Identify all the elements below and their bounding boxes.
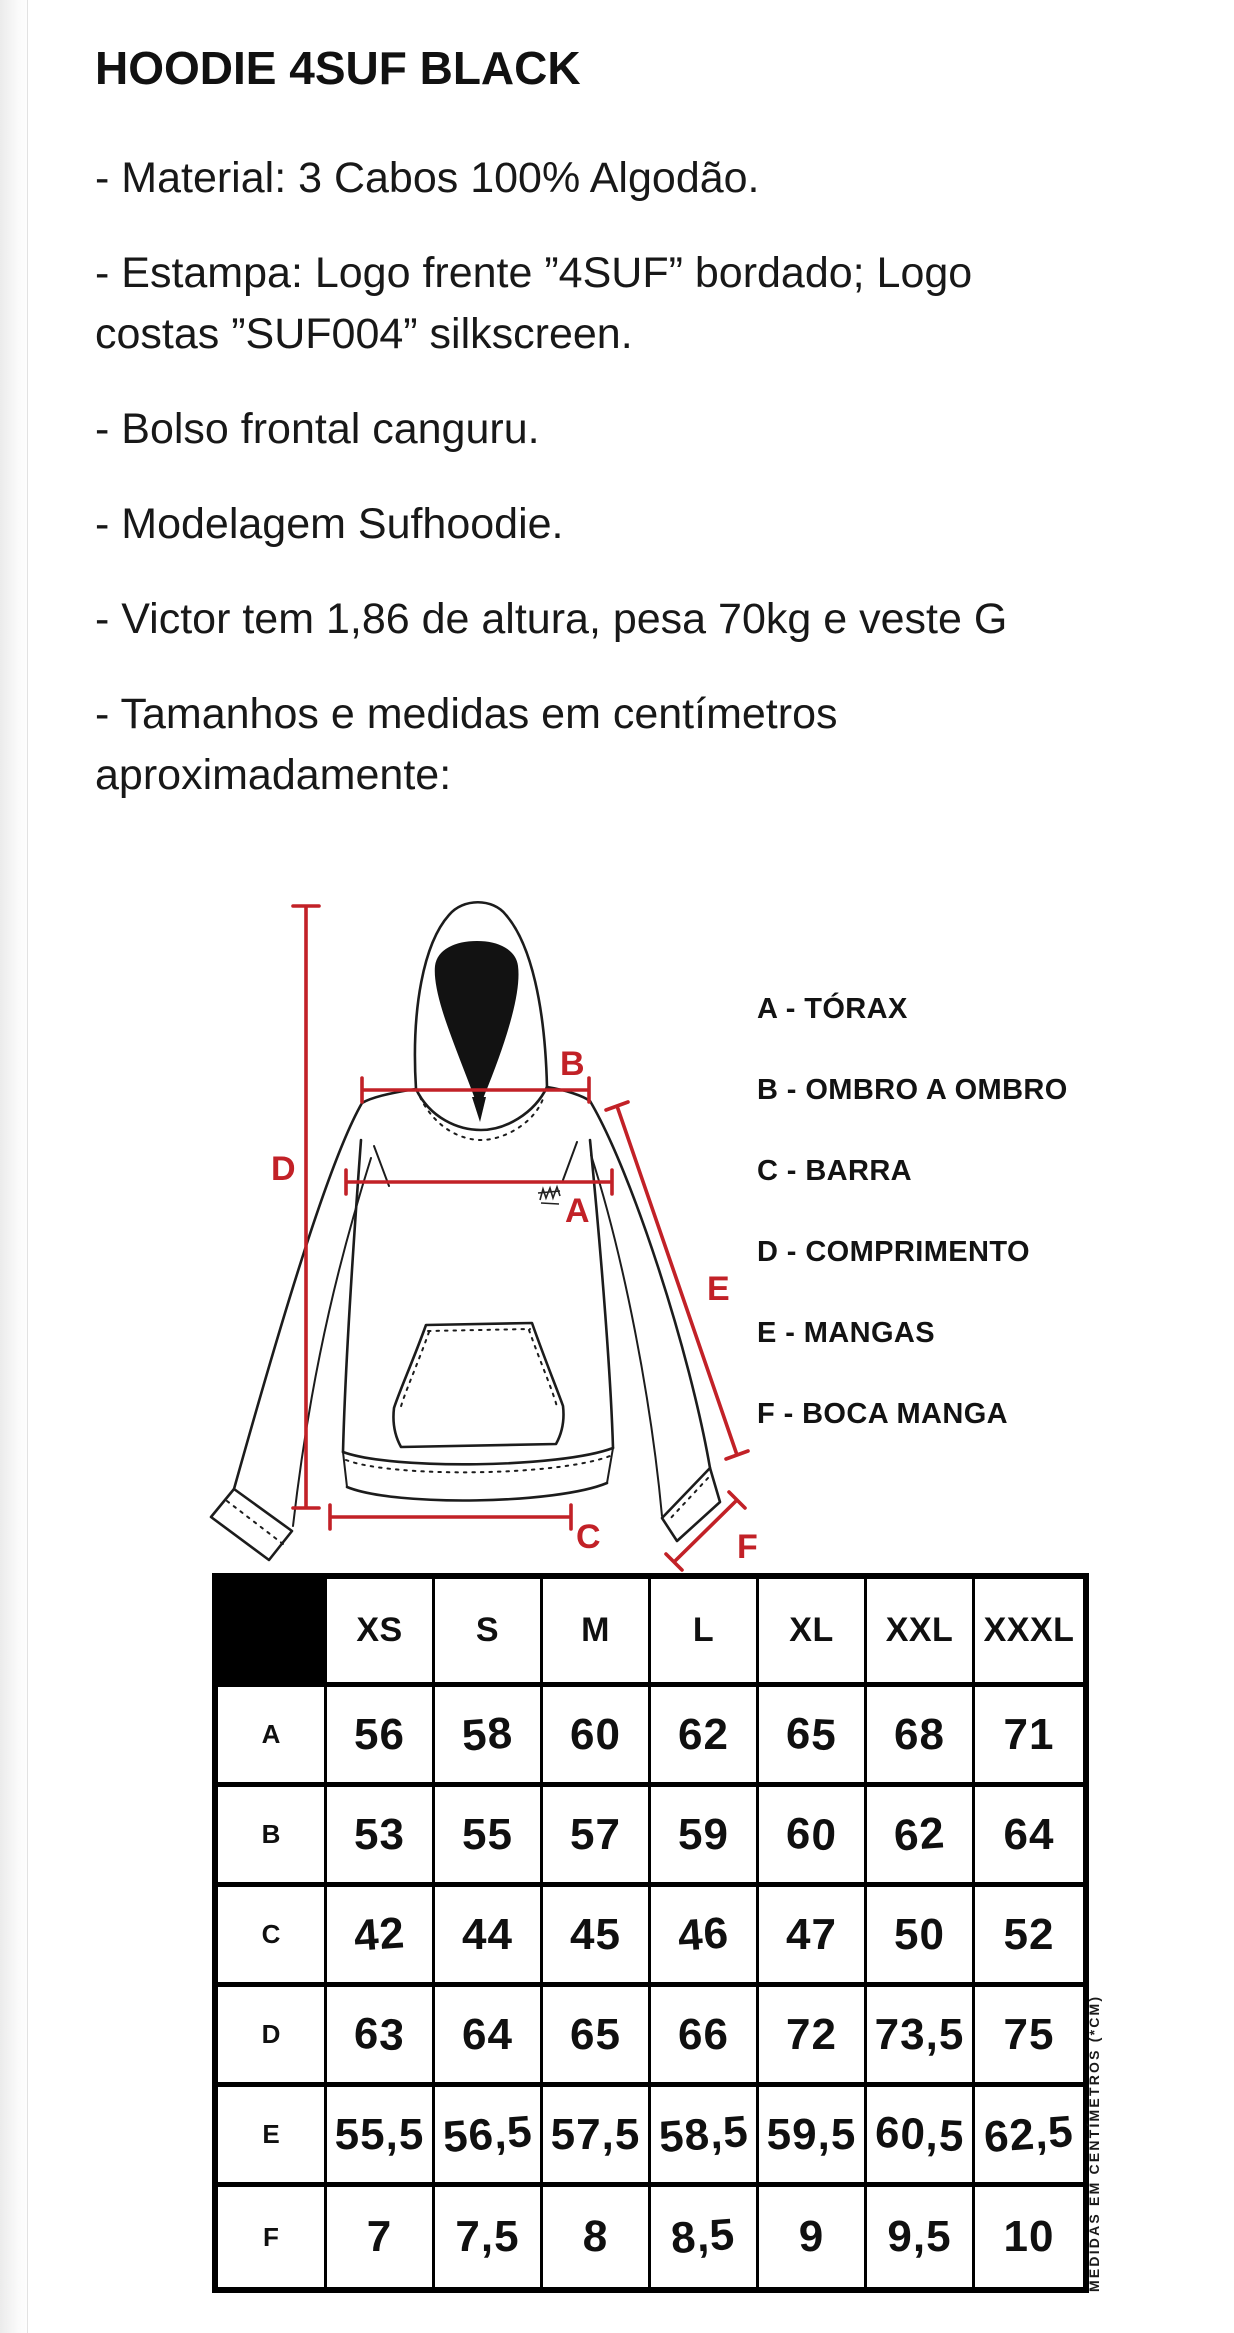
cell-a-l: 62 [678,1709,729,1759]
cell-a-xs: 56 [354,1709,405,1759]
cell-e-xl: 59,5 [766,2109,857,2159]
legend-boca-manga: F - BOCA MANGA [757,1398,1008,1430]
cell-a-xxl: 68 [894,1709,945,1759]
col-header-xl: XL [789,1611,834,1649]
marker-a: A [565,1192,590,1230]
cell-c-m: 45 [570,1909,621,1959]
cell-f-xs: 7 [366,2212,393,2261]
cell-e-l: 58,5 [657,2106,750,2162]
size-table-corner-cell [218,1579,327,1687]
cell-b-xxl: 62 [892,1807,947,1861]
cell-b-xxxl: 64 [1003,1809,1055,1859]
cell-b-xl: 60 [784,1808,839,1860]
col-header-xxxl: XXXL [983,1611,1075,1649]
cell-f-m: 8 [581,2211,610,2262]
hem-bottom [347,1483,607,1500]
cell-c-xs: 42 [352,1907,407,1961]
cell-f-xl: 9 [798,2212,825,2261]
legend-mangas: E - MANGAS [757,1317,935,1349]
cell-c-xxl: 50 [894,1909,945,1959]
row-label-d: D [261,2019,281,2049]
cell-b-s: 55 [462,1809,513,1859]
cell-e-m: 57,5 [550,2109,641,2159]
col-header-l: L [692,1611,715,1649]
description-block [95,40,1107,840]
marker-b: B [560,1045,585,1083]
marker-f: F [737,1528,758,1566]
col-header-s: S [475,1611,500,1649]
cell-c-xl: 47 [786,1909,837,1959]
page-title: HOODIE 4SUF BLACK [95,42,581,94]
cell-d-xxxl: 75 [1003,2009,1055,2059]
row-label-f: F [263,2221,279,2252]
cell-c-l: 46 [676,1907,731,1961]
marker-d: D [271,1150,296,1188]
size-table [212,1573,1089,2293]
cell-b-m: 57 [570,1809,621,1859]
measure-line-f [666,1492,745,1570]
row-label-a: A [261,1719,281,1749]
cell-c-xxxl: 52 [1003,1909,1055,1959]
cell-f-xxl: 9,5 [887,2212,952,2261]
measurements-unit-caption: MEDIDAS EM CENTÍMETROS (*CM) [1086,1994,1102,2292]
legend-barra: C - BARRA [757,1155,913,1187]
right-raglan-seam [563,1142,577,1180]
chest-logo-scribble [538,1187,560,1204]
legend-ombro: B - OMBRO A OMBRO [757,1074,1068,1106]
cell-e-s: 56,5 [441,2106,534,2162]
row-label-c: C [261,1919,281,1949]
col-header-m: M [581,1611,610,1649]
bullet-medidas: - Tamanhos e medidas em centímetros aproximadamente: [95,690,838,799]
left-cuff-stitch [227,1501,283,1544]
hood-drawcord [472,1097,486,1122]
cell-c-s: 44 [462,1909,513,1959]
left-cuff [211,1489,292,1560]
measure-line-a [346,1170,612,1194]
legend-torax: A - TÓRAX [757,993,908,1025]
col-header-xxl: XXL [885,1611,954,1649]
right-cuff [662,1468,720,1541]
cell-a-s: 58 [460,1707,515,1761]
cell-d-xxl: 73,5 [874,2009,965,2059]
measure-line-c [330,1505,571,1529]
right-cuff-stitch [668,1478,708,1521]
hoodie-measurement-diagram [140,880,840,1580]
cell-d-s: 64 [462,2009,513,2059]
cell-a-xl: 65 [784,1708,839,1760]
page-left-gutter [0,0,28,2333]
col-header-xs: XS [356,1611,403,1649]
pocket-stitch [400,1329,557,1410]
cell-f-xxxl: 10 [1003,2212,1055,2261]
cell-d-l: 66 [678,2009,729,2059]
measurement-legend [757,994,1068,1429]
measure-line-d [293,906,319,1508]
legend-comprimento: D - COMPRIMENTO [757,1236,1030,1268]
bullet-modelagem: - Modelagem Sufhoodie. [95,500,564,548]
hem-sides [343,1448,613,1487]
cell-a-m: 60 [570,1709,621,1759]
marker-e: E [707,1270,730,1308]
cell-b-l: 59 [678,1809,729,1859]
bullet-estampa: - Estampa: Logo frente ”4SUF” bordado; Logo costas ”SUF004” silkscreen. [95,249,973,358]
cell-f-l: 8,5 [669,2209,738,2264]
cell-f-s: 7,5 [455,2212,520,2261]
hem-top [343,1448,613,1464]
cell-b-xs: 53 [354,1809,405,1859]
cell-e-xxxl: 62,5 [982,2106,1076,2162]
cell-d-xs: 63 [352,2008,407,2060]
bullet-bolso: - Bolso frontal canguru. [95,405,540,453]
cell-e-xxl: 60,5 [873,2107,966,2161]
left-raglan-seam [374,1146,389,1186]
left-sleeve-outer [234,1089,416,1489]
row-label-b: B [261,1819,281,1849]
cell-e-xs: 55,5 [334,2109,425,2159]
cell-d-m: 65 [570,2009,621,2059]
marker-c: C [576,1518,601,1556]
cell-a-xxxl: 71 [1003,1709,1055,1759]
bullet-material: - Material: 3 Cabos 100% Algodão. [95,154,760,202]
hood-opening [436,942,518,1103]
row-label-e: E [262,2119,280,2149]
cell-d-xl: 72 [786,2009,837,2059]
kangaroo-pocket [393,1323,563,1447]
bullet-modelo: - Victor tem 1,86 de altura, pesa 70kg e veste G [95,595,1008,643]
